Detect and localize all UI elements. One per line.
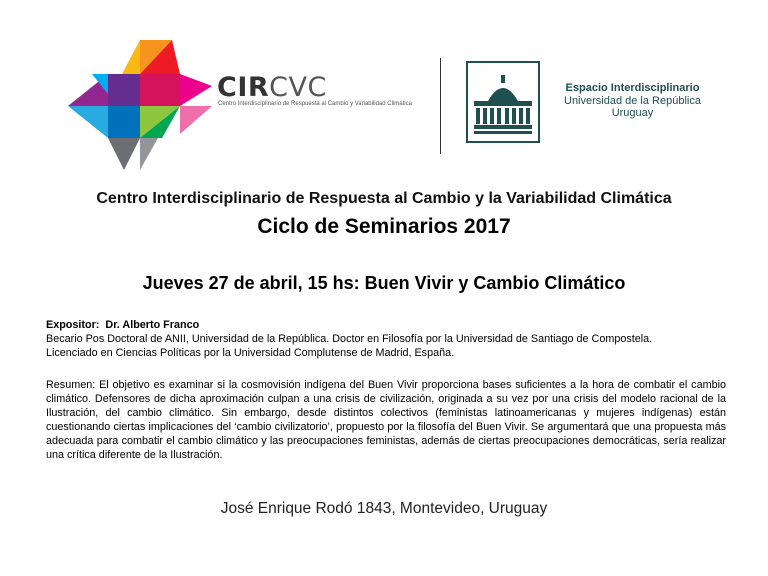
circvc-pinwheel-logo (62, 34, 218, 176)
circvc-wordmark-light: CVC (269, 72, 327, 103)
circvc-subtitle: Centro Interdisciplinario de Respuesta al Cambio y Variabilidad Climática (218, 101, 412, 107)
speaker-bio-line1: Becario Pos Doctoral de ANII, Universidad de la República. Doctor en Filosofía por la Universidad de Santiago de Compostela. (46, 333, 653, 345)
seminar-series-title: Ciclo de Seminarios 2017 (257, 215, 511, 238)
speaker-label: Expositor: (46, 319, 100, 331)
circvc-wordmark (217, 72, 327, 103)
venue-address: José Enrique Rodó 1843, Montevideo, Uruguay (220, 500, 548, 517)
speaker-bio-line2: Licenciado en Ciencias Políticas por la Universidad Complutense de Madrid, España. (46, 347, 455, 359)
center-name-heading: Centro Interdisciplinario de Respuesta al Cambio y la Variabilidad Climática (96, 190, 672, 207)
udelar-line3: Uruguay (611, 107, 654, 119)
speaker-block (46, 318, 736, 360)
udelar-line2: Universidad de la República (564, 94, 701, 107)
udelar-building-logo (466, 61, 540, 143)
logo-divider (440, 58, 441, 154)
abstract-paragraph: Resumen: El objetivo es examinar si la cosmovisión indígena del Buen Vivir proporciona bases suficientes a la hora de combatir el cambio climático. Defensores de dicha aproximación culpan a una crisis de civilización, originada a su vez por una crisis del modelo racional de la Ilustración, del cambio climático. Sin embargo, desde distintos colectivos (feministas latinoamericanas y mujeres indígenas) están cuestionando ciertas implicaciones del ‘cambio civilizatorio’, propuesto por la filosofía del Buen Vivir. Se argumentará que una propuesta más adecuada para combatir el cambio climático y las preocupaciones feministas, además de ciertas preocupaciones democráticas, sería realizar una crítica diferente de la Ilustración. (46, 379, 726, 461)
session-title: Jueves 27 de abril, 15 hs: Buen Vivir y Cambio Climático (142, 273, 626, 293)
udelar-text (564, 82, 701, 120)
circvc-wordmark-bold: CIR (217, 72, 270, 103)
speaker-line (46, 318, 736, 332)
speaker-name: Dr. Alberto Franco (105, 319, 200, 331)
udelar-line1: Espacio Interdisciplinario (565, 82, 700, 94)
